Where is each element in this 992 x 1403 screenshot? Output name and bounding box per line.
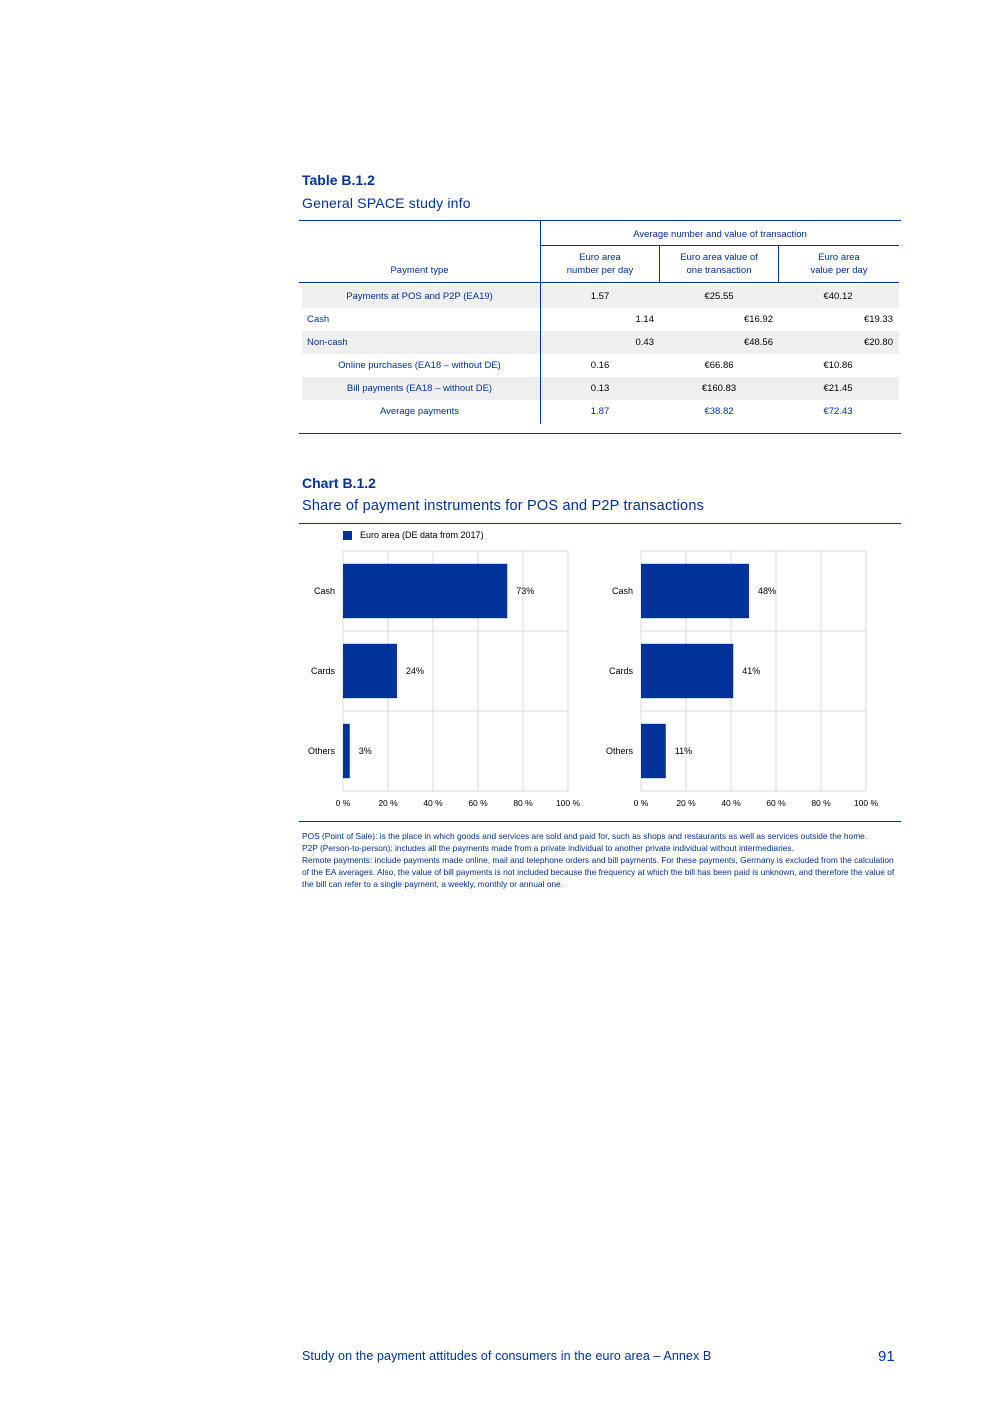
category-label: Others: [307, 746, 335, 756]
header-value-per-day: Euro area value per day: [810, 252, 868, 276]
cell-number: 0.13: [590, 383, 610, 394]
category-label: Cash: [313, 586, 335, 596]
row-label: Bill payments (EA18 – without DE): [346, 383, 493, 394]
x-tick-label: 60 %: [766, 798, 786, 808]
chart-bottom-rule: [299, 821, 901, 822]
cell-per-day: €40.12: [823, 291, 853, 302]
x-tick-label: 80 %: [513, 798, 533, 808]
cell-value: €16.92: [743, 314, 773, 325]
cell-number: 0.43: [635, 337, 654, 348]
cell-per-day: €72.43: [823, 406, 853, 417]
data-label: 24%: [406, 666, 425, 676]
table-label: Table B.1.2: [302, 172, 375, 188]
bar: [343, 644, 397, 698]
data-label: 3%: [358, 746, 372, 756]
x-tick-label: 0 %: [633, 798, 649, 808]
cell-number: 1.14: [635, 314, 654, 325]
header-payment-type: Payment type: [390, 265, 449, 276]
footnotes: [302, 830, 902, 890]
cell-value: €48.56: [743, 337, 773, 348]
x-tick-label: 20 %: [676, 798, 696, 808]
data-label: 48%: [758, 586, 777, 596]
row-label: Cash: [307, 314, 330, 325]
x-tick-label: 20 %: [378, 798, 398, 808]
category-label: Cards: [310, 666, 335, 676]
bar: [641, 644, 733, 698]
row-label: Payments at POS and P2P (EA19): [346, 291, 493, 302]
cell-number: 1.87: [590, 406, 610, 417]
category-label: Others: [605, 746, 633, 756]
footnote: Remote payments: include payments made online, mail and telephone orders and bill payments. For these payments, Germany is excluded from the calculation of the EA averages. Also, the value of bill payments is not included because the frequency at which the bill has been paid is unknown, and therefore the value of the bill can refer to a single payment, a weekly, monthly or annual one.: [302, 855, 895, 889]
cell-value: €160.83: [701, 383, 737, 394]
chart-label: Chart B.1.2: [302, 475, 376, 491]
cell-number: 1.57: [590, 291, 610, 302]
footer-text: Study on the payment attitudes of consumers in the euro area – Annex B: [302, 1349, 712, 1363]
cell-number: 0.16: [590, 360, 610, 371]
page-number: 91: [878, 1348, 895, 1365]
header-value-one-transaction: Euro area value of one transaction: [680, 252, 758, 276]
cell-per-day: €10.86: [823, 360, 853, 371]
cell-per-day: €20.80: [863, 337, 893, 348]
category-label: Cards: [608, 666, 633, 676]
header-number-per-day: Euro area number per day: [566, 252, 634, 276]
row-label: Non-cash: [307, 337, 348, 348]
table-title: General SPACE study info: [302, 195, 471, 211]
cell-value: €66.86: [704, 360, 734, 371]
bar: [343, 724, 350, 778]
bar: [343, 564, 507, 618]
data-label: 73%: [516, 586, 535, 596]
bar: [641, 564, 749, 618]
footnote: POS (Point of Sale): is the place in which goods and services are sold and paid for, such as shops and restaurants as well as services outside the home.: [302, 831, 868, 841]
data-label: 41%: [742, 666, 761, 676]
row-label: Average payments: [379, 406, 460, 417]
x-tick-label: 40 %: [721, 798, 741, 808]
x-tick-label: 100 %: [555, 798, 581, 808]
row-label: Online purchases (EA18 – without DE): [338, 360, 501, 371]
group-header: Average number and value of transaction: [633, 229, 807, 240]
x-tick-label: 60 %: [468, 798, 488, 808]
legend-label: Euro area (DE data from 2017): [360, 530, 484, 540]
cell-value: €25.55: [704, 291, 734, 302]
cell-per-day: €19.33: [863, 314, 893, 325]
data-label: 11%: [674, 746, 693, 756]
cell-per-day: €21.45: [823, 383, 853, 394]
bar: [641, 724, 666, 778]
x-tick-label: 0 %: [335, 798, 351, 808]
cell-value: €38.82: [704, 406, 734, 417]
x-tick-label: 80 %: [811, 798, 831, 808]
footnote: P2P (Person-to-person): includes all the payments made from a private individual to another private individual without intermediaries.: [302, 843, 794, 853]
category-label: Cash: [611, 586, 633, 596]
x-tick-label: 40 %: [423, 798, 443, 808]
x-tick-label: 100 %: [853, 798, 879, 808]
chart-title: Share of payment instruments for POS and P2P transactions: [302, 498, 705, 514]
